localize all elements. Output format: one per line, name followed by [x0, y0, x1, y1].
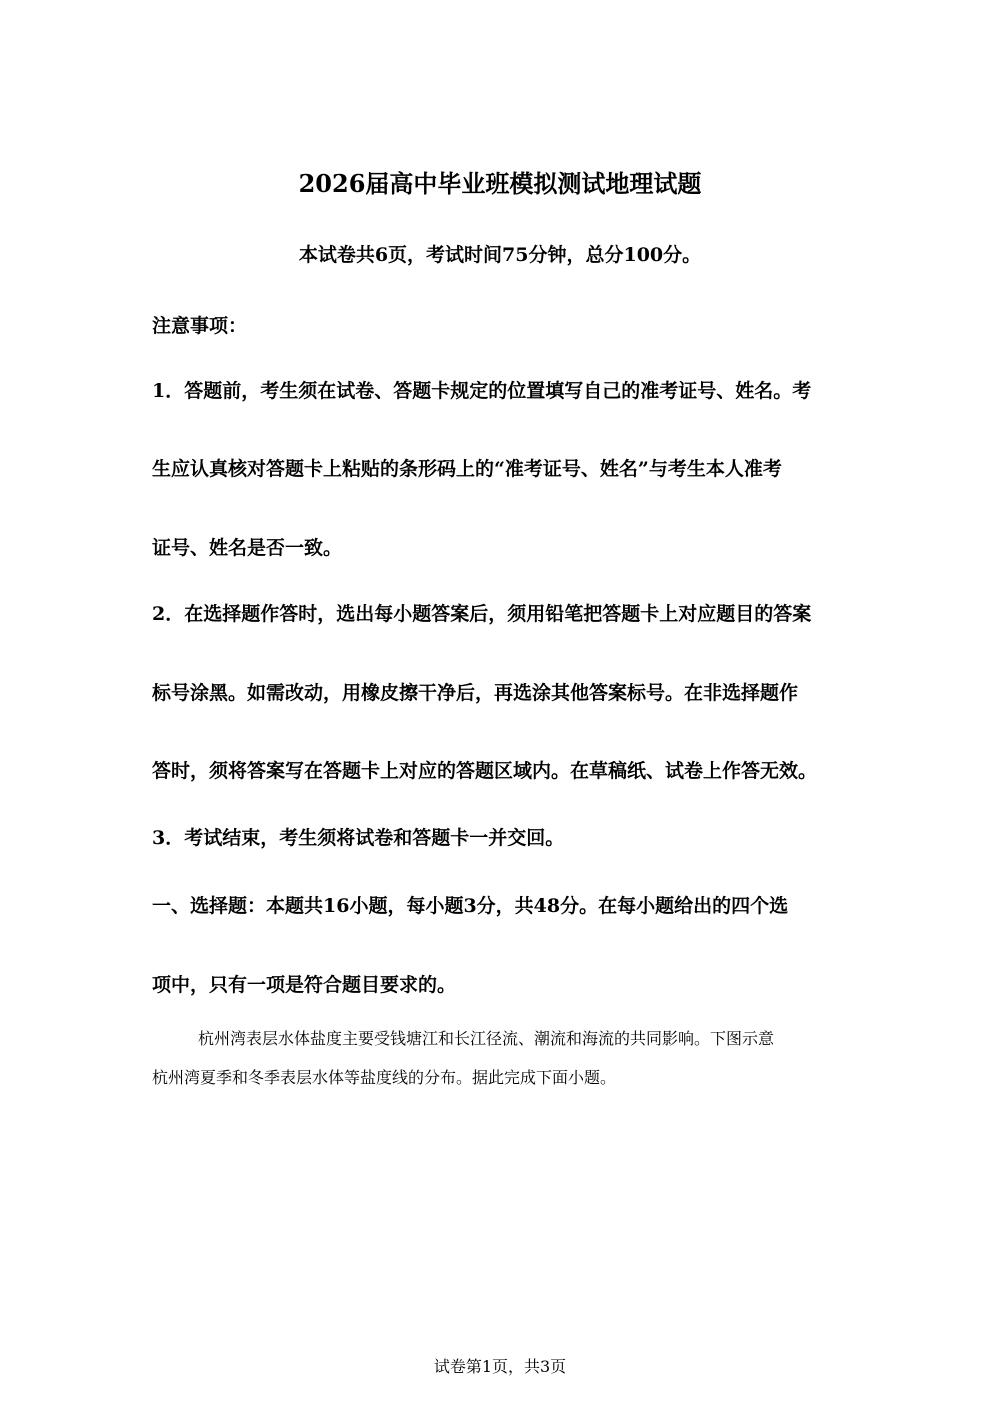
note-2-line-3: 答时，须将答案写在答题卡上对应的答题区域内。在草稿纸、试卷上作答无效。 — [152, 760, 818, 782]
exam-info: 本试卷共6页，考试时间75分钟，总分100分。 — [298, 244, 702, 266]
note-1-line-2: 生应认真核对答题卡上粘贴的条形码上的“准考证号、姓名”与考生本人准考 — [152, 458, 782, 480]
note-2-line-2: 标号涂黑。如需改动，用橡皮擦干净后，再选涂其他答案标号。在非选择题作 — [152, 682, 799, 704]
section-heading-line-2: 项中，只有一项是符合题目要求的。 — [152, 974, 457, 996]
note-3-line-1: 3．考试结束，考生须将试卷和答题卡一并交回。 — [152, 827, 565, 849]
note-1-line-3: 证号、姓名是否一致。 — [152, 537, 343, 559]
passage-line-1: 杭州湾表层水体盐度主要受钱塘江和长江径流、潮流和海流的共同影响。下图示意 — [198, 1029, 775, 1048]
note-2-line-1: 2．在选择题作答时，选出每小题答案后，须用铅笔把答题卡上对应题目的答案 — [152, 603, 812, 625]
page-footer: 试卷第1页，共3页 — [433, 1357, 567, 1376]
section-heading-line-1: 一、选择题：本题共16小题，每小题3分，共48分。在每小题给出的四个选 — [152, 895, 789, 917]
passage-line-2: 杭州湾夏季和冬季表层水体等盐度线的分布。据此完成下面小题。 — [152, 1068, 617, 1087]
note-1-line-1: 1．答题前，考生须在试卷、答题卡规定的位置填写自己的准考证号、姓名。考 — [152, 380, 812, 402]
notes-heading: 注意事项： — [152, 315, 248, 337]
page-title: 2026届高中毕业班模拟测试地理试题 — [298, 169, 702, 198]
